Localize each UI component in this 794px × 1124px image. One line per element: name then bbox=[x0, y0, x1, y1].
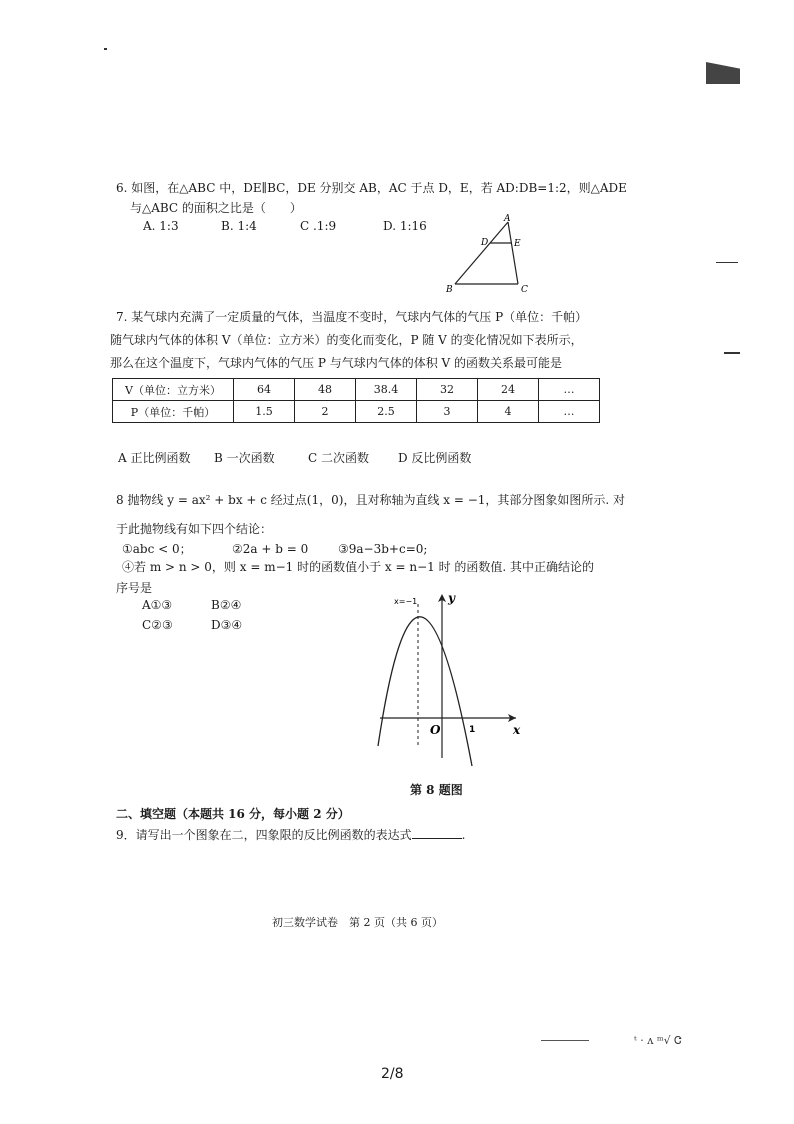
label-a: A bbox=[504, 214, 511, 224]
label-origin: O bbox=[430, 723, 441, 737]
scan-mark-top-right bbox=[706, 62, 740, 84]
table-cell: 2.5 bbox=[356, 401, 417, 423]
q8-option-a: A①③ bbox=[142, 598, 173, 612]
scan-mark-bottom-line bbox=[541, 1040, 589, 1041]
q9-answer-blank[interactable] bbox=[412, 826, 462, 839]
q8-line1: 8 抛物线 y = ax² + bx + c 经过点(1，0)，且对称轴为直线 x = −1，其部分图象如图所示. 对 bbox=[116, 493, 626, 507]
table-cell: 3 bbox=[417, 401, 478, 423]
q6-option-b: B. 1:4 bbox=[221, 219, 257, 233]
q6-option-d: D. 1:16 bbox=[383, 219, 427, 233]
q6-line1: 6. 如图，在△ABC 中，DE∥BC，DE 分别交 AB，AC 于点 D，E，若 AD:DB=1:2，则△ADE bbox=[116, 181, 627, 195]
table-row-p bbox=[113, 401, 600, 423]
label-e: E bbox=[514, 239, 521, 249]
label-y: y bbox=[448, 591, 455, 605]
table-cell: 48 bbox=[295, 379, 356, 401]
table-cell: 38.4 bbox=[356, 379, 417, 401]
table-cell: P（单位：千帕） bbox=[113, 401, 234, 423]
table-cell: 32 bbox=[417, 379, 478, 401]
table-cell: … bbox=[539, 379, 600, 401]
q8-conclusion-1: ①abc < 0； bbox=[122, 542, 192, 556]
table-cell: 2 bbox=[295, 401, 356, 423]
footer-page-label: 初三数学试卷 第 2 页（共 6 页） bbox=[272, 916, 443, 929]
q8-figure-caption: 第 8 题图 bbox=[410, 783, 463, 797]
side-ac bbox=[508, 222, 518, 284]
q7-option-d: D 反比例函数 bbox=[398, 451, 472, 465]
q6-option-a: A. 1:3 bbox=[143, 219, 179, 233]
q7-line1: 7. 某气球内充满了一定质量的气体，当温度不变时，气球内气体的气压 P（单位：千帕） bbox=[116, 310, 588, 324]
table-cell: 1.5 bbox=[234, 401, 295, 423]
q7-table bbox=[112, 378, 600, 423]
q8-conclusion-4: ④若 m > n > 0，则 x = m−1 时的函数值小于 x = n−1 时 的函数值. 其中正确结论的 bbox=[122, 560, 595, 574]
q9-text bbox=[116, 826, 465, 843]
table-cell: V（单位：立方米） bbox=[113, 379, 234, 401]
label-symmetry: x=−1 bbox=[394, 597, 418, 606]
table-cell: … bbox=[539, 401, 600, 423]
q7-option-a: A 正比例函数 bbox=[118, 451, 191, 465]
table-row-v bbox=[113, 379, 600, 401]
q8-conclusion-3: ③9a−3b+c=0; bbox=[338, 542, 428, 556]
q8-option-b: B②④ bbox=[211, 598, 242, 612]
table-cell: 64 bbox=[234, 379, 295, 401]
section2-heading: 二、填空题（本题共 16 分，每小题 2 分） bbox=[116, 807, 350, 821]
q9-end: . bbox=[461, 828, 466, 842]
q8-line2: 于此抛物线有如下四个结论： bbox=[116, 522, 273, 536]
side-ab bbox=[455, 222, 508, 284]
table-cell: 24 bbox=[478, 379, 539, 401]
q7-option-b: B 一次函数 bbox=[214, 451, 275, 465]
q7-line3: 那么在这个温度下，气球内气体的气压 P 与气球内气体的体积 V 的函数关系最可能是 bbox=[110, 356, 563, 370]
q6-triangle-figure bbox=[440, 212, 540, 296]
q8-parabola-figure bbox=[368, 588, 538, 773]
scan-mark-right-1 bbox=[716, 262, 738, 263]
scan-dot-top-left bbox=[104, 48, 107, 50]
q6-option-c: C .1:9 bbox=[300, 219, 337, 233]
parabola-curve bbox=[378, 617, 472, 766]
q8-conclusion-2: ②2a + b = 0 bbox=[232, 542, 309, 556]
q9-prompt: 9．请写出一个图象在二，四象限的反比例函数的表达式 bbox=[116, 828, 412, 842]
q6-line2: 与△ABC 的面积之比是（ ） bbox=[130, 201, 302, 215]
q8-option-c: C②③ bbox=[142, 618, 173, 632]
label-c: C bbox=[521, 285, 528, 295]
label-d: D bbox=[481, 238, 489, 248]
page-number: 2/8 bbox=[381, 1066, 404, 1082]
table-cell: 4 bbox=[478, 401, 539, 423]
label-b: B bbox=[446, 285, 453, 295]
q7-option-c: C 二次函数 bbox=[308, 451, 369, 465]
scan-mark-right-2 bbox=[724, 352, 740, 354]
label-one: 1 bbox=[469, 725, 476, 735]
label-x: x bbox=[513, 723, 521, 737]
footer-scrawl: ᵗ · ʌ ᵐ√ Ꮳ bbox=[634, 1034, 682, 1047]
q8-line5: 序号是 bbox=[116, 581, 153, 595]
q8-option-d: D③④ bbox=[211, 618, 243, 632]
q7-line2: 随气球内气体的体积 V（单位：立方米）的变化而变化，P 随 V 的变化情况如下表所示， bbox=[110, 333, 583, 347]
